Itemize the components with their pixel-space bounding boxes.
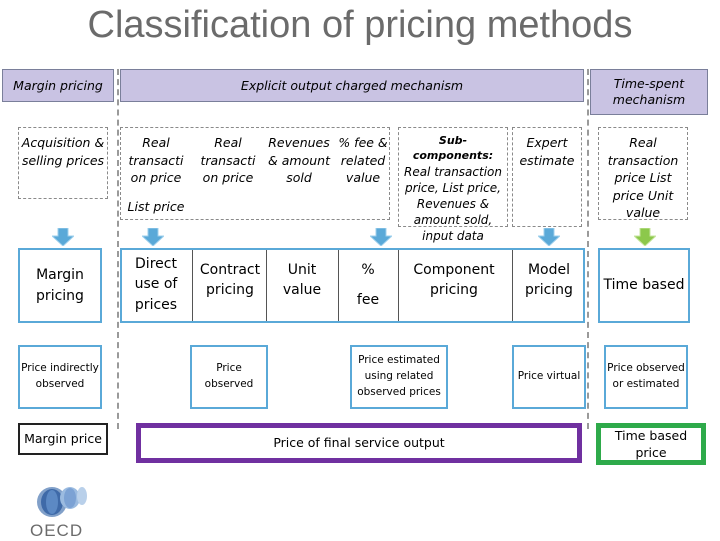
down-arrow-icon [634, 228, 656, 246]
output-margin-price: Margin price [18, 423, 108, 455]
observation-observed: Price observed [190, 345, 268, 409]
description-fee: % fee & related value [338, 135, 388, 185]
method-margin-pricing: Margin pricing [18, 248, 102, 323]
down-arrow-icon [142, 228, 164, 246]
method-unit-value: Unit value [282, 262, 322, 299]
observation-time: Price observed or estimated [604, 345, 688, 409]
header-margin-pricing: Margin pricing [2, 69, 114, 102]
observation-estimated: Price estimated using related observed prices [350, 345, 448, 409]
method-divider [266, 250, 267, 321]
description-margin [18, 127, 108, 199]
output-final-service: Price of final service output [136, 423, 582, 463]
description-real-transaction-1: Real transacti on price [128, 135, 184, 185]
oecd-globe-icon [30, 485, 90, 519]
down-arrow-icon [52, 228, 74, 246]
description-time: Real transaction price List price Unit value [598, 127, 688, 220]
description-subcomponents-body: Real transaction price, List price, Revenues & amount sold, input data [403, 164, 502, 244]
method-percent: % [361, 262, 375, 278]
method-fee: fee [356, 292, 380, 308]
method-component-pricing: Component pricing [413, 262, 495, 299]
observation-indirect: Price indirectly observed [18, 345, 102, 409]
description-subcomponents [398, 127, 508, 244]
output-time-based-price: Time based price [596, 423, 706, 465]
description-group-explicit [120, 127, 390, 220]
down-arrow-icon [370, 228, 392, 246]
page-title: Classification of pricing methods [87, 4, 633, 46]
description-real-transaction-2: Real transacti on price [200, 135, 256, 185]
header-time-spent: Time-spent mechanism [590, 69, 708, 115]
description-list-price: List price [127, 199, 185, 214]
description-expert: Expert estimate [512, 127, 582, 227]
method-model-pricing: Model pricing [525, 262, 573, 299]
observation-virtual: Price virtual [512, 345, 586, 409]
oecd-logo-text: OECD [30, 521, 84, 540]
description-subcomponents-title: Sub-components: [412, 134, 494, 162]
method-group-explicit [120, 248, 585, 323]
oecd-logo [30, 485, 90, 540]
method-divider [398, 250, 399, 321]
column-divider-right [587, 69, 589, 429]
description-margin-text: Acquisition & selling prices [21, 135, 105, 168]
method-divider [512, 250, 513, 321]
header-explicit-output: Explicit output charged mechanism [120, 69, 584, 102]
column-divider-left [117, 69, 119, 429]
method-direct-use: Direct use of prices [134, 256, 178, 313]
down-arrow-icon [538, 228, 560, 246]
method-time-based: Time based [598, 248, 690, 323]
method-contract-pricing: Contract pricing [199, 262, 261, 299]
method-divider [338, 250, 339, 321]
description-revenues: Revenues & amount sold [268, 135, 330, 185]
method-divider [192, 250, 193, 321]
